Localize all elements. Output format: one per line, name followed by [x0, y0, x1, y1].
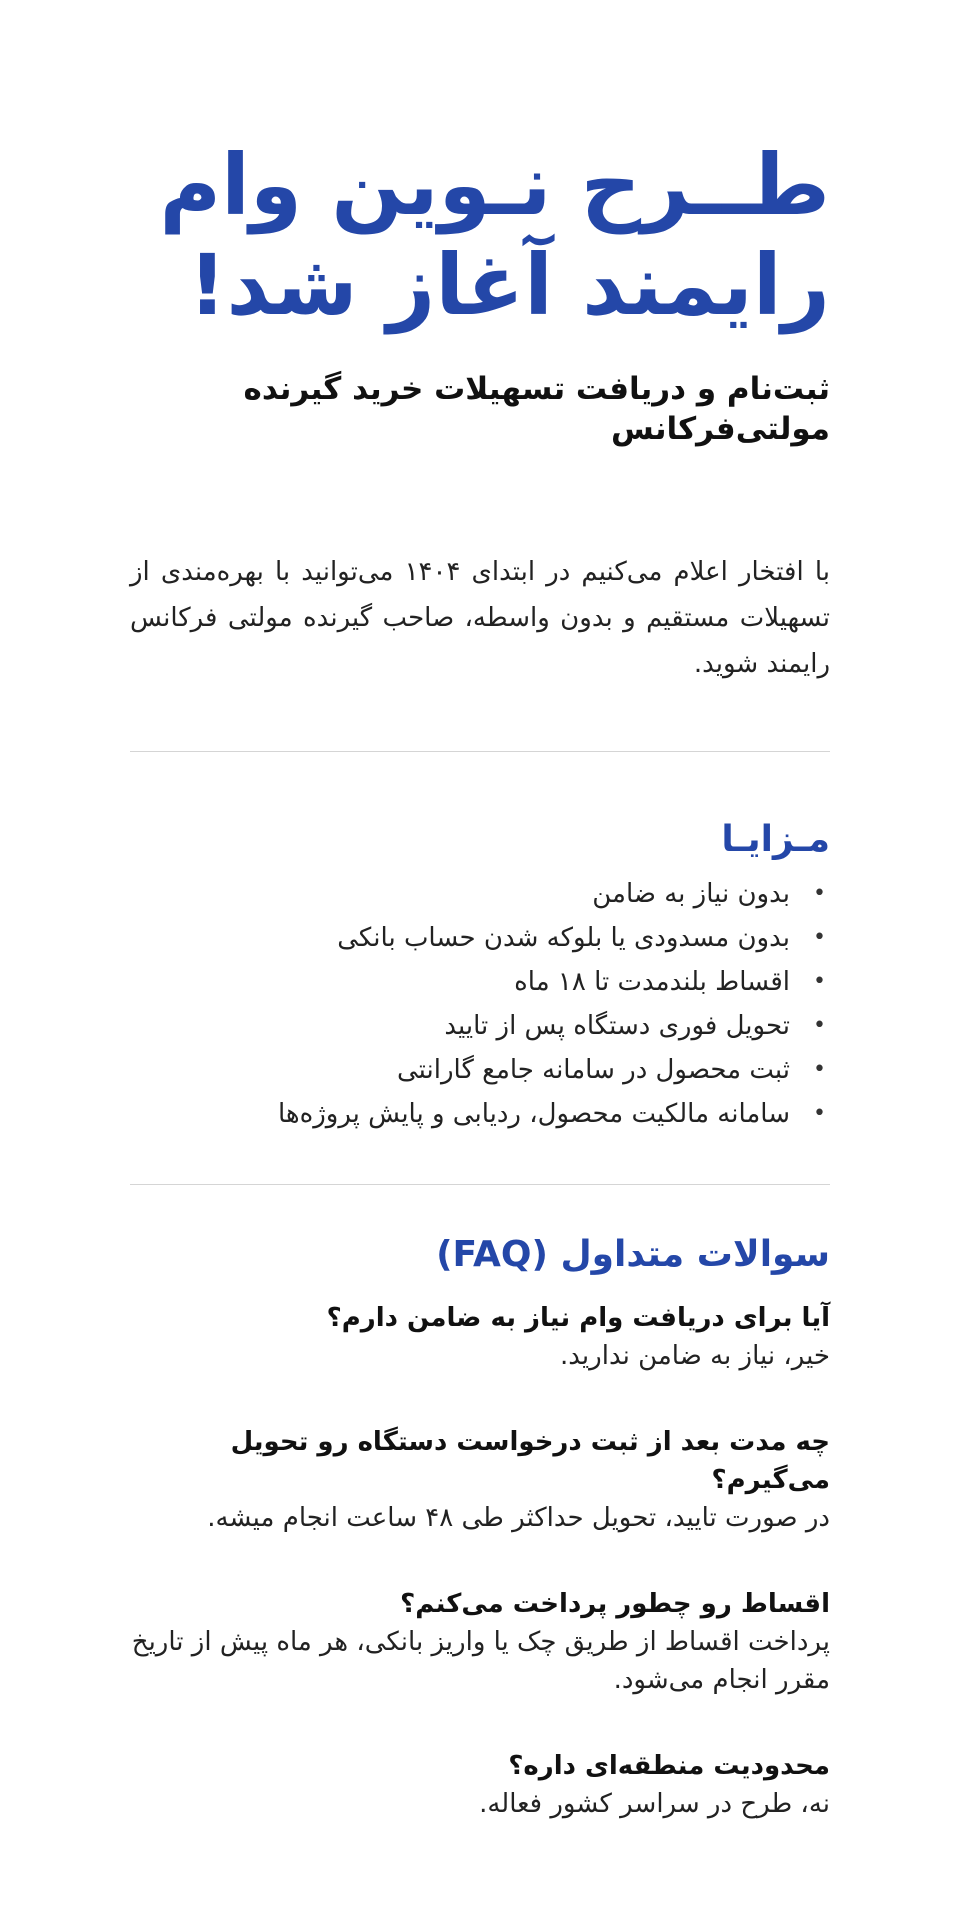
hero-title-line-1: طــرح نـوین وام [159, 136, 830, 234]
divider [130, 1184, 830, 1185]
benefits-list [130, 872, 830, 1136]
faq-question: محدودیت منطقه‌ای داره؟ [508, 1751, 830, 1781]
hero-subtitle: ثبت‌نام و دریافت تسهیلات خرید گیرنده مولتی‌فرکانس [243, 371, 830, 447]
faq-answer: خیر، نیاز به ضامن ندارید. [560, 1341, 830, 1371]
faq-answer: نه، طرح در سراسر کشور فعاله. [479, 1789, 830, 1819]
faq-title: سوالات متداول (FAQ) [436, 1234, 830, 1275]
faq-question: اقساط رو چطور پرداخت می‌کنم؟ [400, 1589, 830, 1619]
faq-list [130, 1299, 830, 1823]
faq-question: آیا برای دریافت وام نیاز به ضامن دارم؟ [326, 1303, 830, 1333]
faq-question: چه مدت بعد از ثبت درخواست دستگاه رو تحویل می‌گیرم؟ [230, 1427, 830, 1495]
benefit-item: • اقساط بلندمدت تا ۱۸ ماه [130, 960, 830, 1004]
divider [130, 751, 830, 752]
faq-item [130, 1747, 830, 1823]
benefits-title: مـزایـا [721, 819, 830, 860]
benefit-item: • سامانه مالکیت محصول، ردیابی و پایش پروژه‌ها [130, 1092, 830, 1136]
benefit-item: • تحویل فوری دستگاه پس از تایید [130, 1004, 830, 1048]
faq-item [130, 1423, 830, 1537]
benefit-item: • بدون مسدودی یا بلوکه شدن حساب بانکی [130, 916, 830, 960]
intro-paragraph: با افتخار اعلام می‌کنیم در ابتدای ۱۴۰۴ می‌توانید با بهره‌مندی از تسهیلات مستقیم و بدون واسطه، صاحب گیرنده مولتی فرکانس رایمند شوید. [130, 557, 830, 679]
hero-title-line-2: رایمند آغاز شد! [188, 236, 830, 334]
faq-answer: در صورت تایید، تحویل حداکثر طی ۴۸ ساعت انجام میشه. [207, 1503, 830, 1533]
faq-item [130, 1299, 830, 1375]
faq-item [130, 1585, 830, 1699]
faq-answer: پرداخت اقساط از طریق چک یا واریز بانکی، هر ماه پیش از تاریخ مقرر انجام می‌شود. [131, 1627, 830, 1695]
hero-title [130, 0, 830, 335]
benefit-item: • بدون نیاز به ضامن [130, 872, 830, 916]
benefit-item: • ثبت محصول در سامانه جامع گارانتی [130, 1048, 830, 1092]
